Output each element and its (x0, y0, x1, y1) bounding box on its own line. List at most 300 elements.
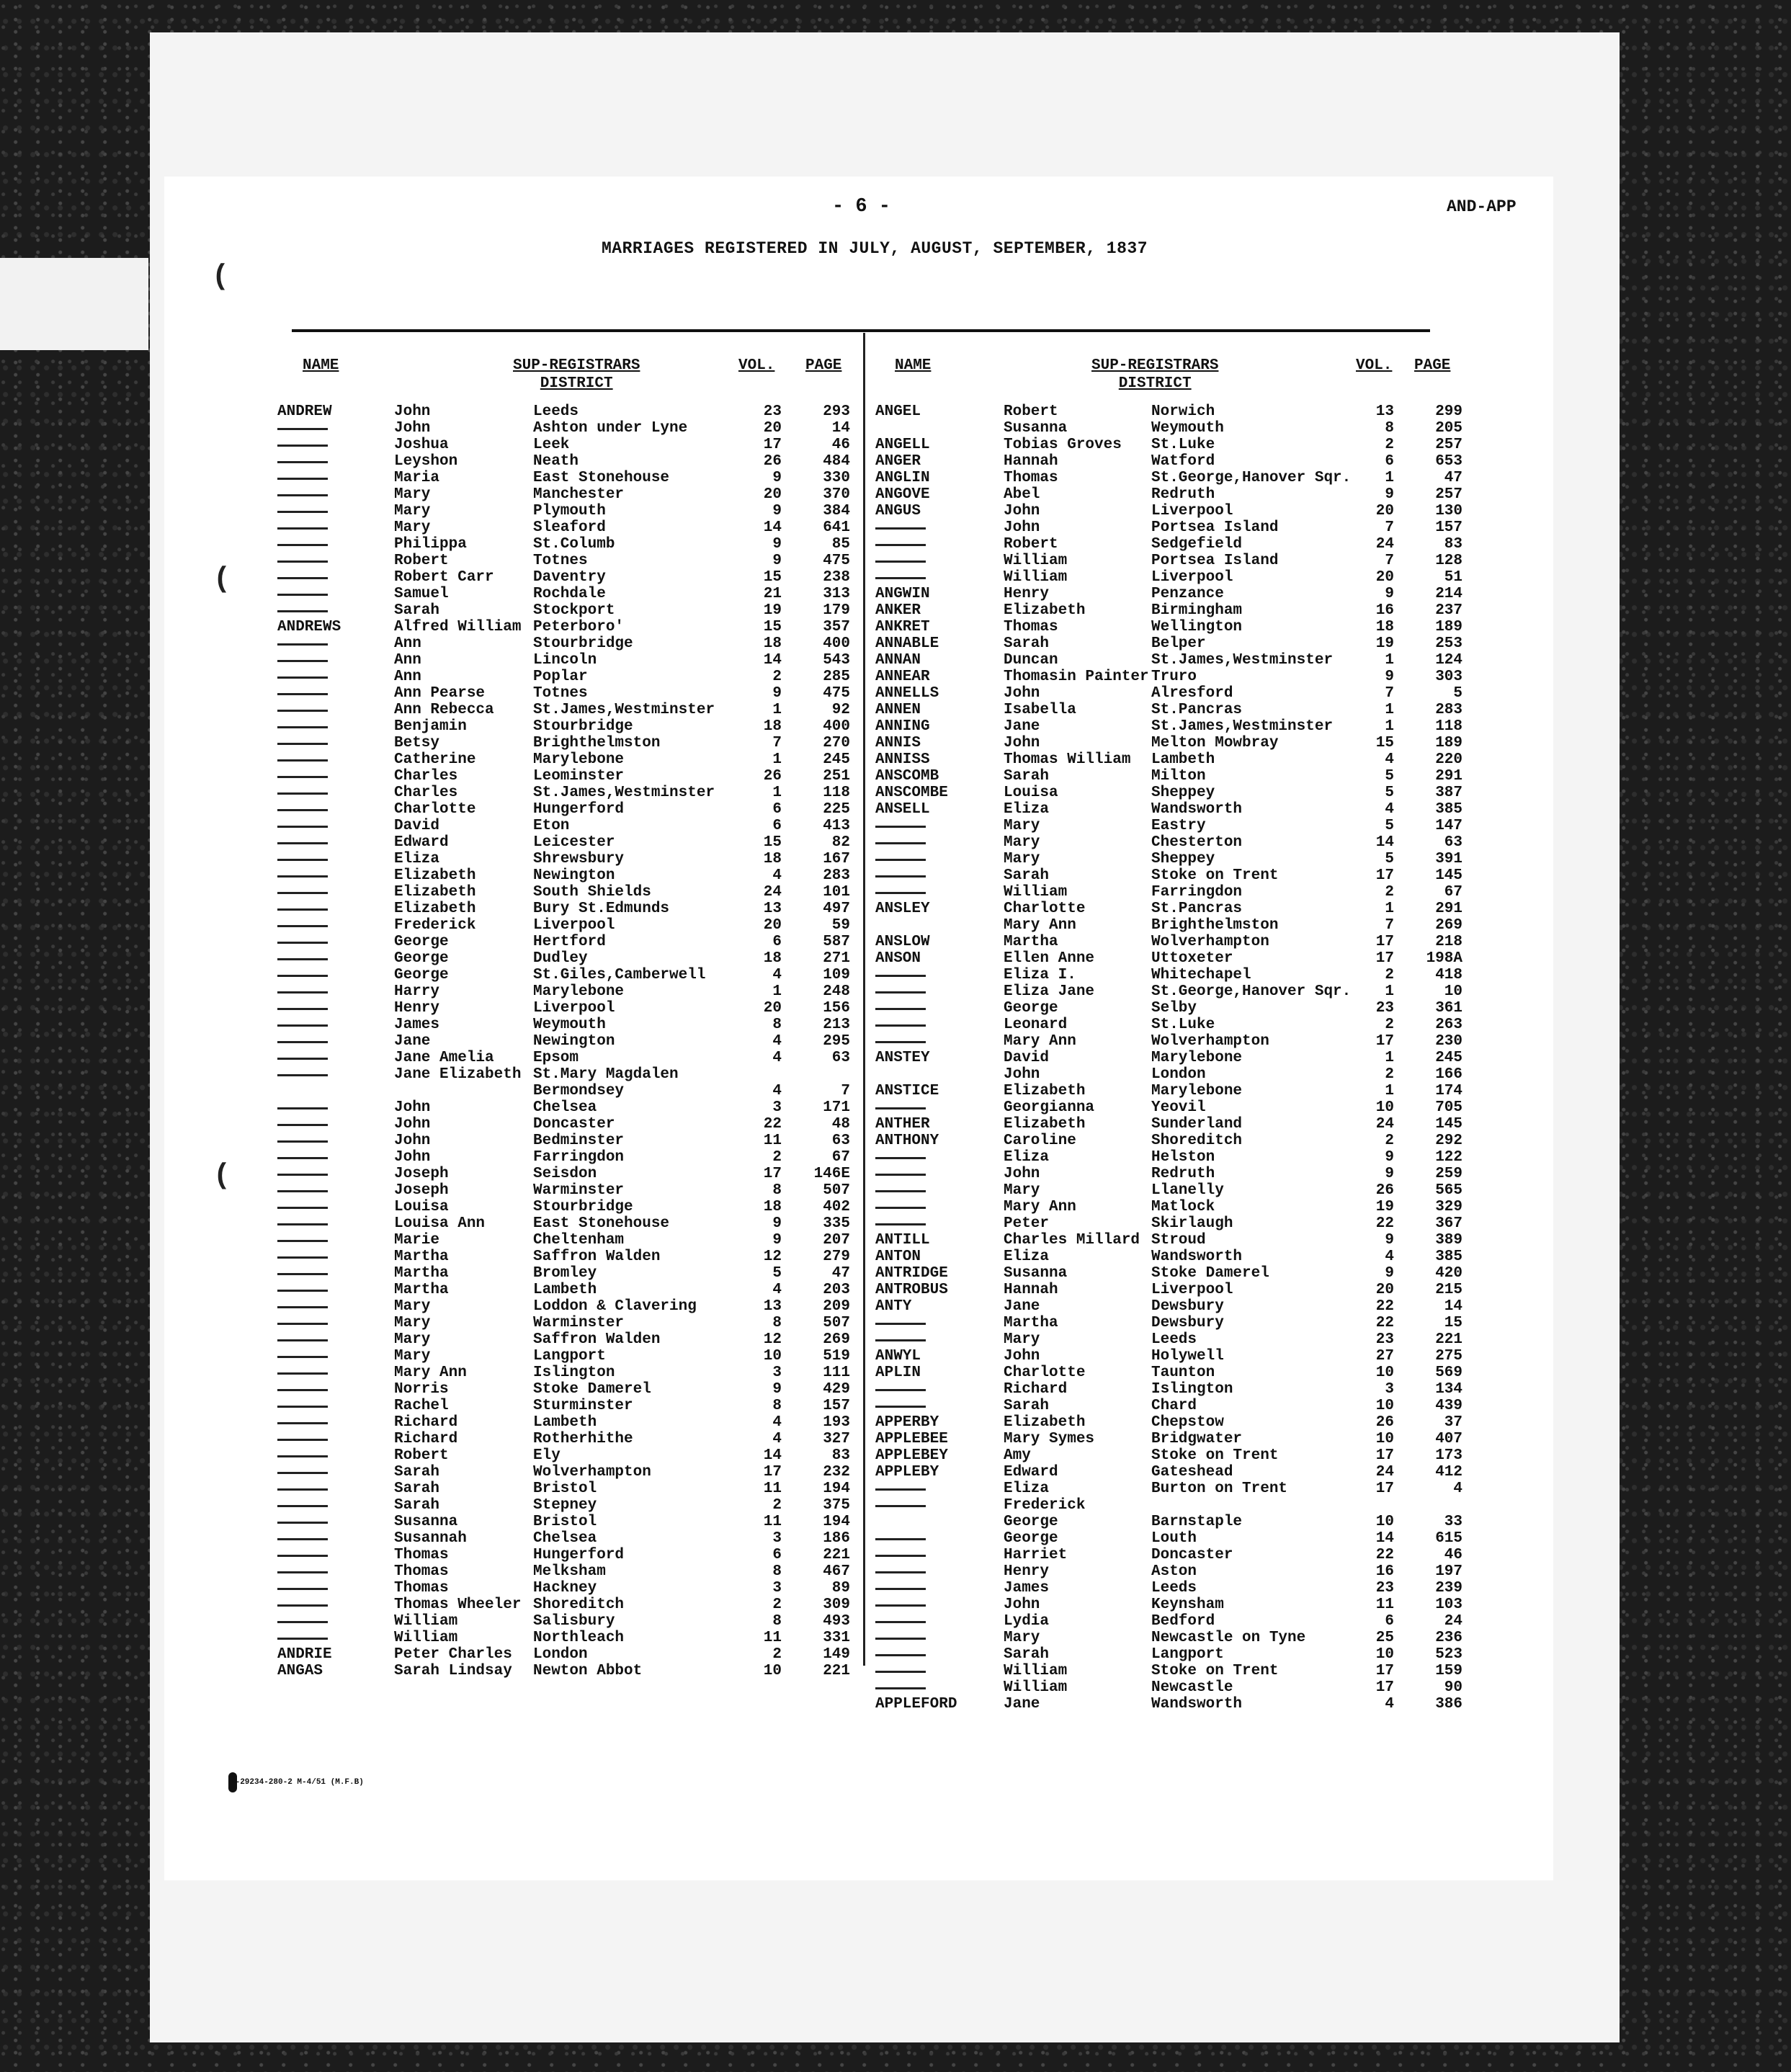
entry-volume: 5 (1385, 785, 1394, 801)
entry-page: 159 (1435, 1663, 1462, 1679)
entry-forenames: Benjamin (394, 718, 467, 735)
entry-surname: ANGLIN (875, 470, 930, 486)
entry-page: 330 (823, 470, 850, 486)
entry-forenames: William (1004, 884, 1068, 901)
ditto-dash (277, 942, 328, 944)
entry-volume: 5 (1385, 851, 1394, 867)
ditto-dash (277, 594, 328, 596)
entry-forenames: George (394, 934, 449, 950)
ditto-dash (875, 859, 926, 861)
entry-volume: 4 (1385, 1696, 1394, 1712)
entry-page: 193 (823, 1414, 850, 1431)
entry-forenames: Rachel (394, 1398, 449, 1414)
entry-volume: 11 (763, 1514, 782, 1530)
entry-district: Bedford (1151, 1613, 1215, 1630)
entry-district: Wolverhampton (1151, 934, 1269, 950)
entry-forenames: John (394, 1116, 431, 1133)
entry-page: 225 (823, 801, 850, 818)
ditto-dash (875, 1223, 926, 1225)
entry-volume: 7 (1385, 553, 1394, 569)
ditto-dash (277, 445, 328, 447)
entry-district: Stourbridge (533, 635, 633, 652)
entry-page: 295 (823, 1033, 850, 1050)
entry-volume: 1 (1385, 1050, 1394, 1066)
entry-volume: 4 (772, 1414, 782, 1431)
entry-district: Leominster (533, 768, 625, 785)
entry-forenames: Sarah (394, 1481, 440, 1497)
index-range: AND-APP (1447, 197, 1517, 216)
entry-district: Taunton (1151, 1365, 1215, 1381)
ditto-dash (875, 842, 926, 844)
entry-forenames: William (1004, 569, 1068, 586)
entry-volume: 20 (763, 1000, 782, 1017)
entry-district: Islington (533, 1365, 615, 1381)
entry-surname: ANNAN (875, 652, 921, 669)
entry-page: 130 (1435, 503, 1462, 519)
entry-volume: 8 (772, 1017, 782, 1033)
entry-district: Shoreditch (533, 1597, 625, 1613)
entry-district: Aston (1151, 1563, 1197, 1580)
entry-page: 429 (823, 1381, 850, 1398)
entry-volume: 1 (772, 702, 782, 718)
entry-forenames: Edward (394, 834, 449, 851)
entry-page: 63 (831, 1050, 850, 1066)
entry-volume: 1 (1385, 983, 1394, 1000)
entry-volume: 9 (772, 1215, 782, 1232)
entry-district: Keynsham (1151, 1597, 1224, 1613)
ditto-dash (277, 1488, 328, 1491)
entry-forenames: Martha (394, 1265, 449, 1282)
entry-forenames: Mary (1004, 851, 1040, 867)
entry-forenames: Martha (394, 1282, 449, 1298)
entry-forenames: Mary Ann (394, 1365, 467, 1381)
entry-page: 475 (823, 685, 850, 702)
entry-district: Matlock (1151, 1199, 1215, 1215)
entry-surname: ANSELL (875, 801, 930, 818)
entry-volume: 15 (1375, 735, 1394, 751)
entry-forenames: Susanna (1004, 420, 1068, 437)
entry-district: Neath (533, 453, 579, 470)
entry-volume: 15 (763, 569, 782, 586)
entry-volume: 20 (763, 917, 782, 934)
entry-forenames: Sarah (1004, 867, 1050, 884)
entry-page: 245 (823, 751, 850, 768)
entry-district: Chard (1151, 1398, 1197, 1414)
entry-surname: ANTILL (875, 1232, 930, 1249)
entry-surname: ANWYL (875, 1348, 921, 1365)
entry-page: 237 (1435, 602, 1462, 619)
entry-forenames: Alfred William (394, 619, 522, 635)
entry-volume: 13 (1375, 403, 1394, 420)
entry-volume: 8 (772, 1398, 782, 1414)
entry-district: Warminster (533, 1182, 625, 1199)
entry-page: 507 (823, 1315, 850, 1331)
entry-forenames: Eliza I. (1004, 967, 1076, 983)
ditto-dash (277, 1207, 328, 1209)
entry-district: St.Luke (1151, 1017, 1215, 1033)
entry-page: 122 (1435, 1149, 1462, 1166)
entry-volume: 5 (1385, 768, 1394, 785)
entry-page: 335 (823, 1215, 850, 1232)
entry-district: Weymouth (1151, 420, 1224, 437)
entry-page: 128 (1435, 553, 1462, 569)
entry-page: 51 (1444, 569, 1462, 586)
ditto-dash (277, 1422, 328, 1424)
ditto-dash (875, 1488, 926, 1491)
entry-forenames: Elizabeth (1004, 602, 1086, 619)
entry-district: Seisdon (533, 1166, 597, 1182)
ditto-dash (277, 1041, 328, 1043)
entry-district: Wolverhampton (533, 1464, 651, 1481)
entry-volume: 10 (763, 1663, 782, 1679)
entry-district: Rotherhithe (533, 1431, 633, 1447)
ditto-dash (277, 1008, 328, 1010)
entry-page: 292 (1435, 1133, 1462, 1149)
header-rule (292, 329, 1430, 332)
entry-volume: 22 (1375, 1298, 1394, 1315)
entry-page: 257 (1435, 486, 1462, 503)
entry-page: 103 (1435, 1597, 1462, 1613)
entry-district: Marylebone (1151, 1050, 1243, 1066)
punch-mark: ( (213, 563, 231, 596)
entry-page: 329 (1435, 1199, 1462, 1215)
entry-forenames: Mary (1004, 818, 1040, 834)
entry-page: 253 (1435, 635, 1462, 652)
entry-district: Gateshead (1151, 1464, 1233, 1481)
entry-volume: 14 (763, 652, 782, 669)
entry-volume: 16 (1375, 602, 1394, 619)
entry-volume: 1 (1385, 470, 1394, 486)
entry-district: Bury St.Edmunds (533, 901, 670, 917)
entry-district: Plymouth (533, 503, 606, 519)
entry-district: Newton Abbot (533, 1663, 643, 1679)
entry-forenames: Mary (394, 1331, 431, 1348)
entry-volume: 13 (763, 1298, 782, 1315)
entry-volume: 17 (1375, 867, 1394, 884)
ditto-dash (875, 1041, 926, 1043)
entry-volume: 23 (1375, 1580, 1394, 1597)
ditto-dash (277, 1290, 328, 1292)
entry-surname: ANTON (875, 1249, 921, 1265)
entry-volume: 25 (1375, 1630, 1394, 1646)
entry-forenames: Samuel (394, 586, 449, 602)
header-page: PAGE (805, 357, 842, 374)
entry-volume: 23 (1375, 1000, 1394, 1017)
entry-page: 523 (1435, 1646, 1462, 1663)
entry-forenames: Peter (1004, 1215, 1050, 1232)
entry-page: 85 (831, 536, 850, 553)
entry-district: Wandsworth (1151, 1249, 1243, 1265)
entry-forenames: Joshua (394, 437, 449, 453)
entry-forenames: John (1004, 1066, 1040, 1083)
entry-volume: 2 (772, 1149, 782, 1166)
entry-district: Doncaster (1151, 1547, 1233, 1563)
entry-page: 413 (823, 818, 850, 834)
entry-forenames: Charlotte (1004, 901, 1086, 917)
entry-volume: 8 (1385, 420, 1394, 437)
entry-surname: ANTRIDGE (875, 1265, 948, 1282)
entry-district: St.Mary Magdalen (533, 1066, 679, 1083)
entry-volume: 24 (1375, 536, 1394, 553)
ditto-dash (277, 875, 328, 878)
entry-forenames: Eliza (1004, 1149, 1050, 1166)
ditto-dash (277, 842, 328, 844)
entry-page: 299 (1435, 403, 1462, 420)
entry-forenames: Eliza Jane (1004, 983, 1095, 1000)
entry-forenames: Robert (1004, 536, 1058, 553)
entry-page: 475 (823, 553, 850, 569)
ditto-dash (277, 958, 328, 960)
header-vol: VOL. (738, 357, 775, 374)
ditto-dash (277, 1538, 328, 1540)
entry-page: 149 (823, 1646, 850, 1663)
entry-district: Ely (533, 1447, 560, 1464)
entry-volume: 1 (1385, 702, 1394, 718)
entry-forenames: Isabella (1004, 702, 1076, 718)
entry-volume: 8 (772, 1315, 782, 1331)
entry-page: 46 (1444, 1547, 1462, 1563)
entry-district: Hungerford (533, 801, 625, 818)
ditto-dash (277, 759, 328, 762)
entry-district: St.George,Hanover Sqr. (1151, 983, 1352, 1000)
entry-page: 10 (1444, 983, 1462, 1000)
ditto-dash (277, 1339, 328, 1341)
entry-page: 220 (1435, 751, 1462, 768)
entry-district: Barnstaple (1151, 1514, 1243, 1530)
entry-forenames: Thomas William (1004, 751, 1131, 768)
entry-district: Holywell (1151, 1348, 1224, 1365)
entry-surname: ANDREW (277, 403, 332, 420)
entry-page: 370 (823, 486, 850, 503)
ditto-dash (277, 1024, 328, 1027)
entry-page: 166 (1435, 1066, 1462, 1083)
ditto-dash (277, 1323, 328, 1325)
entry-page: 134 (1435, 1381, 1462, 1398)
ditto-dash (277, 693, 328, 695)
entry-district: Lambeth (533, 1414, 597, 1431)
entry-page: 270 (823, 735, 850, 751)
ditto-dash (277, 991, 328, 993)
entry-volume: 27 (1375, 1348, 1394, 1365)
entry-district: Birmingham (1151, 602, 1243, 619)
ditto-dash (277, 494, 328, 496)
entry-district: Langport (1151, 1646, 1224, 1663)
punch-mark: ( (212, 261, 230, 293)
entry-page: 641 (823, 519, 850, 536)
entry-volume: 3 (772, 1365, 782, 1381)
entry-surname: APPERBY (875, 1414, 939, 1431)
ditto-dash (875, 1671, 926, 1673)
ditto-dash (277, 1107, 328, 1109)
entry-district: Brighthelmston (533, 735, 661, 751)
entry-district: Chesterton (1151, 834, 1243, 851)
entry-forenames: William (1004, 553, 1068, 569)
entry-district: Melksham (533, 1563, 606, 1580)
entry-forenames: Thomas Wheeler (394, 1597, 522, 1613)
entry-forenames: David (394, 818, 440, 834)
entry-volume: 18 (763, 718, 782, 735)
entry-surname: APPLEBEE (875, 1431, 948, 1447)
entry-forenames: Hannah (1004, 453, 1058, 470)
entry-volume: 4 (772, 1050, 782, 1066)
entry-district: South Shields (533, 884, 651, 901)
entry-page: 375 (823, 1497, 850, 1514)
entry-volume: 2 (772, 1597, 782, 1613)
entry-forenames: Edward (1004, 1464, 1058, 1481)
entry-volume: 5 (1385, 818, 1394, 834)
entry-forenames: John (1004, 519, 1040, 536)
entry-district: Wandsworth (1151, 1696, 1243, 1712)
ditto-dash (277, 1571, 328, 1573)
entry-district: Leeds (1151, 1331, 1197, 1348)
entry-surname: ANTHONY (875, 1133, 939, 1149)
ditto-dash (277, 975, 328, 977)
entry-page: 439 (1435, 1398, 1462, 1414)
ditto-dash (875, 826, 926, 828)
entry-volume: 17 (1375, 1447, 1394, 1464)
entry-district: Sturminster (533, 1398, 633, 1414)
ditto-dash (277, 461, 328, 463)
entry-forenames: Harriet (1004, 1547, 1068, 1563)
entry-forenames: James (394, 1017, 440, 1033)
ditto-dash (277, 1157, 328, 1159)
entry-forenames: Ann Pearse (394, 685, 486, 702)
entry-forenames: Henry (1004, 1563, 1050, 1580)
ditto-dash (277, 1273, 328, 1275)
entry-volume: 2 (772, 1497, 782, 1514)
entry-forenames: Charles (394, 785, 458, 801)
entry-forenames: Mary (394, 486, 431, 503)
ditto-dash (277, 1505, 328, 1507)
entry-volume: 9 (772, 536, 782, 553)
entry-forenames: Betsy (394, 735, 440, 751)
entry-page: 400 (823, 718, 850, 735)
entry-volume: 18 (763, 1199, 782, 1215)
entry-volume: 9 (772, 503, 782, 519)
entry-page: 615 (1435, 1530, 1462, 1547)
entry-district: Selby (1151, 1000, 1197, 1017)
entry-forenames: Martha (1004, 934, 1058, 950)
entry-page: 569 (1435, 1365, 1462, 1381)
entry-district: Liverpool (1151, 503, 1233, 519)
ditto-dash (875, 875, 926, 878)
entry-district: Rochdale (533, 586, 606, 602)
entry-district: Stroud (1151, 1232, 1206, 1249)
entry-district: Dewsbury (1151, 1298, 1224, 1315)
entry-forenames: Mary Ann (1004, 1033, 1076, 1050)
entry-district: Helston (1151, 1149, 1215, 1166)
entry-volume: 3 (1385, 1381, 1394, 1398)
entry-district: Hackney (533, 1580, 597, 1597)
entry-forenames: John (394, 1099, 431, 1116)
entry-page: 221 (1435, 1331, 1462, 1348)
ditto-dash (277, 1406, 328, 1408)
ditto-dash (277, 577, 328, 579)
ditto-dash (277, 1356, 328, 1358)
entry-volume: 2 (1385, 1017, 1394, 1033)
entry-forenames: William (394, 1630, 458, 1646)
entry-forenames: William (1004, 1663, 1068, 1679)
entry-page: 14 (831, 420, 850, 437)
entry-district: Burton on Trent (1151, 1481, 1288, 1497)
ditto-dash (277, 710, 328, 712)
entry-page: 47 (1444, 470, 1462, 486)
entry-page: 111 (823, 1365, 850, 1381)
entry-page: 83 (1444, 536, 1462, 553)
entry-district: Sheppey (1151, 785, 1215, 801)
entry-page: 173 (1435, 1447, 1462, 1464)
entry-volume: 9 (772, 553, 782, 569)
entry-volume: 26 (763, 453, 782, 470)
entry-forenames: Jane (394, 1033, 431, 1050)
entry-forenames: Thomas (394, 1563, 449, 1580)
entry-district: Shrewsbury (533, 851, 625, 867)
entry-surname: ANNABLE (875, 635, 939, 652)
entry-forenames: Abel (1004, 486, 1040, 503)
entry-page: 167 (823, 851, 850, 867)
entry-volume: 1 (1385, 901, 1394, 917)
ditto-dash (277, 527, 328, 530)
entry-district: Weymouth (533, 1017, 606, 1033)
entry-page: 389 (1435, 1232, 1462, 1249)
entry-district: St.George,Hanover Sqr. (1151, 470, 1352, 486)
entry-forenames: John (394, 403, 431, 420)
entry-page: 214 (1435, 586, 1462, 602)
entry-district: Hertford (533, 934, 606, 950)
ditto-dash (875, 1157, 926, 1159)
entry-page: 543 (823, 652, 850, 669)
ditto-dash (875, 1604, 926, 1607)
entry-page: 207 (823, 1232, 850, 1249)
entry-page: 291 (1435, 901, 1462, 917)
entry-page: 565 (1435, 1182, 1462, 1199)
header-district: SUP-REGISTRARS DISTRICT (513, 357, 640, 392)
entry-surname: ANNEAR (875, 669, 930, 685)
entry-volume: 9 (772, 685, 782, 702)
entry-forenames: John (1004, 735, 1040, 751)
entry-forenames: Elizabeth (1004, 1083, 1086, 1099)
entry-forenames: Elizabeth (394, 901, 476, 917)
entry-forenames: Henry (394, 1000, 440, 1017)
entry-district: Loddon & Clavering (533, 1298, 697, 1315)
entry-forenames: John (1004, 1166, 1040, 1182)
entry-district: Warminster (533, 1315, 625, 1331)
entry-forenames: Frederick (1004, 1497, 1086, 1514)
ditto-dash (277, 1522, 328, 1524)
entry-forenames: Frederick (394, 917, 476, 934)
entry-surname: ANTHER (875, 1116, 930, 1133)
entry-forenames: Sarah (394, 1497, 440, 1514)
entry-district: Lincoln (533, 652, 597, 669)
entry-district: Doncaster (533, 1116, 615, 1133)
entry-volume: 17 (1375, 1033, 1394, 1050)
entry-forenames: Lydia (1004, 1613, 1050, 1630)
entry-district: Watford (1151, 453, 1215, 470)
entry-volume: 17 (1375, 1679, 1394, 1696)
entry-page: 171 (823, 1099, 850, 1116)
entry-district: Whitechapel (1151, 967, 1251, 983)
entry-surname: ANDREWS (277, 619, 341, 635)
ditto-dash (277, 1174, 328, 1176)
ditto-dash (277, 561, 328, 563)
entry-volume: 20 (1375, 1282, 1394, 1298)
entry-district: Wandsworth (1151, 801, 1243, 818)
entry-forenames: Robert (394, 1447, 449, 1464)
entry-volume: 14 (763, 519, 782, 536)
entry-volume: 14 (1375, 1530, 1394, 1547)
entry-page: 194 (823, 1481, 850, 1497)
entry-volume: 10 (1375, 1099, 1394, 1116)
